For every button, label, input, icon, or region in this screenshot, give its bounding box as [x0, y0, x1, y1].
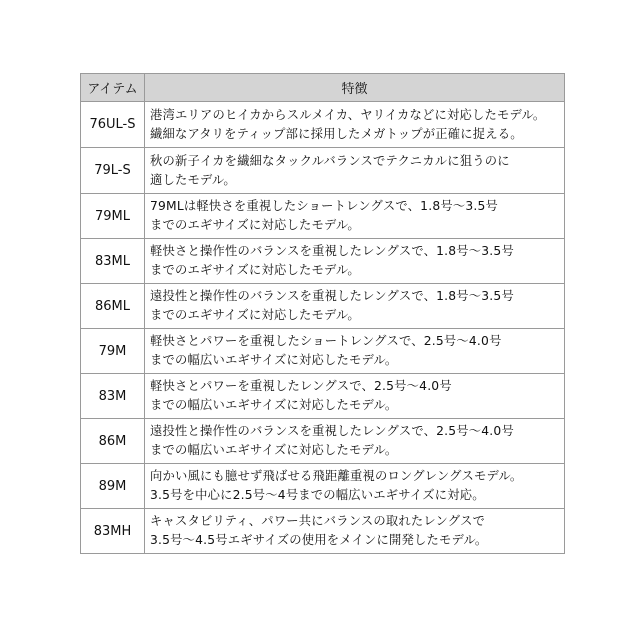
item-description: [145, 102, 565, 148]
description-line: 軽快さと操作性のバランスを重視したレングスで、1.8号〜3.5号: [150, 244, 514, 258]
item-name: 79L-S: [81, 148, 145, 194]
table-row: [81, 419, 565, 464]
description-line: までのエギサイズに対応したモデル。: [150, 263, 360, 277]
table-row: [81, 464, 565, 509]
table-row: [81, 284, 565, 329]
item-name: 76UL-S: [81, 102, 145, 148]
table-row: [81, 329, 565, 374]
description-line: 軽快さとパワーを重視したショートレングスで、2.5号〜4.0号: [150, 334, 502, 348]
spec-table: [80, 73, 565, 554]
description-line: 3.5号〜4.5号エギサイズの使用をメインに開発したモデル。: [150, 533, 488, 547]
item-description: [145, 284, 565, 329]
description-line: 遠投性と操作性のバランスを重視したレングスで、1.8号〜3.5号: [150, 289, 514, 303]
header-feature: 特徴: [145, 74, 565, 102]
table-row: [81, 239, 565, 284]
item-description: [145, 329, 565, 374]
header-item: アイテム: [81, 74, 145, 102]
description-line: 軽快さとパワーを重視したレングスで、2.5号〜4.0号: [150, 379, 452, 393]
description-line: 3.5号を中心に2.5号〜4号までの幅広いエギサイズに対応。: [150, 488, 485, 502]
table-row: [81, 102, 565, 148]
table-body: [81, 102, 565, 554]
description-line: までの幅広いエギサイズに対応したモデル。: [150, 398, 398, 412]
description-line: 遠投性と操作性のバランスを重視したレングスで、2.5号〜4.0号: [150, 424, 514, 438]
table-row: [81, 374, 565, 419]
item-name: 83MH: [81, 509, 145, 554]
item-description: [145, 194, 565, 239]
description-line: 向かい風にも臆せず飛ばせる飛距離重視のロングレングスモデル。: [150, 469, 523, 483]
item-name: 86ML: [81, 284, 145, 329]
description-line: 繊細なアタリをティップ部に採用したメガトップが正確に捉える。: [150, 126, 523, 141]
description-line: 港湾エリアのヒイカからスルメイカ、ヤリイカなどに対応したモデル。: [150, 107, 546, 122]
item-name: 86M: [81, 419, 145, 464]
description-line: までの幅広いエギサイズに対応したモデル。: [150, 443, 398, 457]
item-description: [145, 239, 565, 284]
item-name: 83ML: [81, 239, 145, 284]
description-line: までの幅広いエギサイズに対応したモデル。: [150, 353, 398, 367]
description-line: 秋の新子イカを繊細なタックルバランスでテクニカルに狙うのに: [150, 153, 510, 168]
item-description: [145, 419, 565, 464]
table-row: [81, 148, 565, 194]
item-name: 79M: [81, 329, 145, 374]
header-row: [81, 74, 565, 102]
description-line: までのエギサイズに対応したモデル。: [150, 308, 360, 322]
table-row: [81, 509, 565, 554]
item-description: [145, 464, 565, 509]
item-name: 89M: [81, 464, 145, 509]
item-description: [145, 509, 565, 554]
item-name: 79ML: [81, 194, 145, 239]
item-description: [145, 374, 565, 419]
item-description: [145, 148, 565, 194]
item-name: 83M: [81, 374, 145, 419]
description-line: 適したモデル。: [150, 172, 236, 187]
table-row: [81, 194, 565, 239]
description-line: キャスタビリティ、パワー共にバランスの取れたレングスで: [150, 514, 486, 528]
description-line: までのエギサイズに対応したモデル。: [150, 218, 360, 232]
description-line: 79MLは軽快さを重視したショートレングスで、1.8号〜3.5号: [150, 199, 498, 213]
